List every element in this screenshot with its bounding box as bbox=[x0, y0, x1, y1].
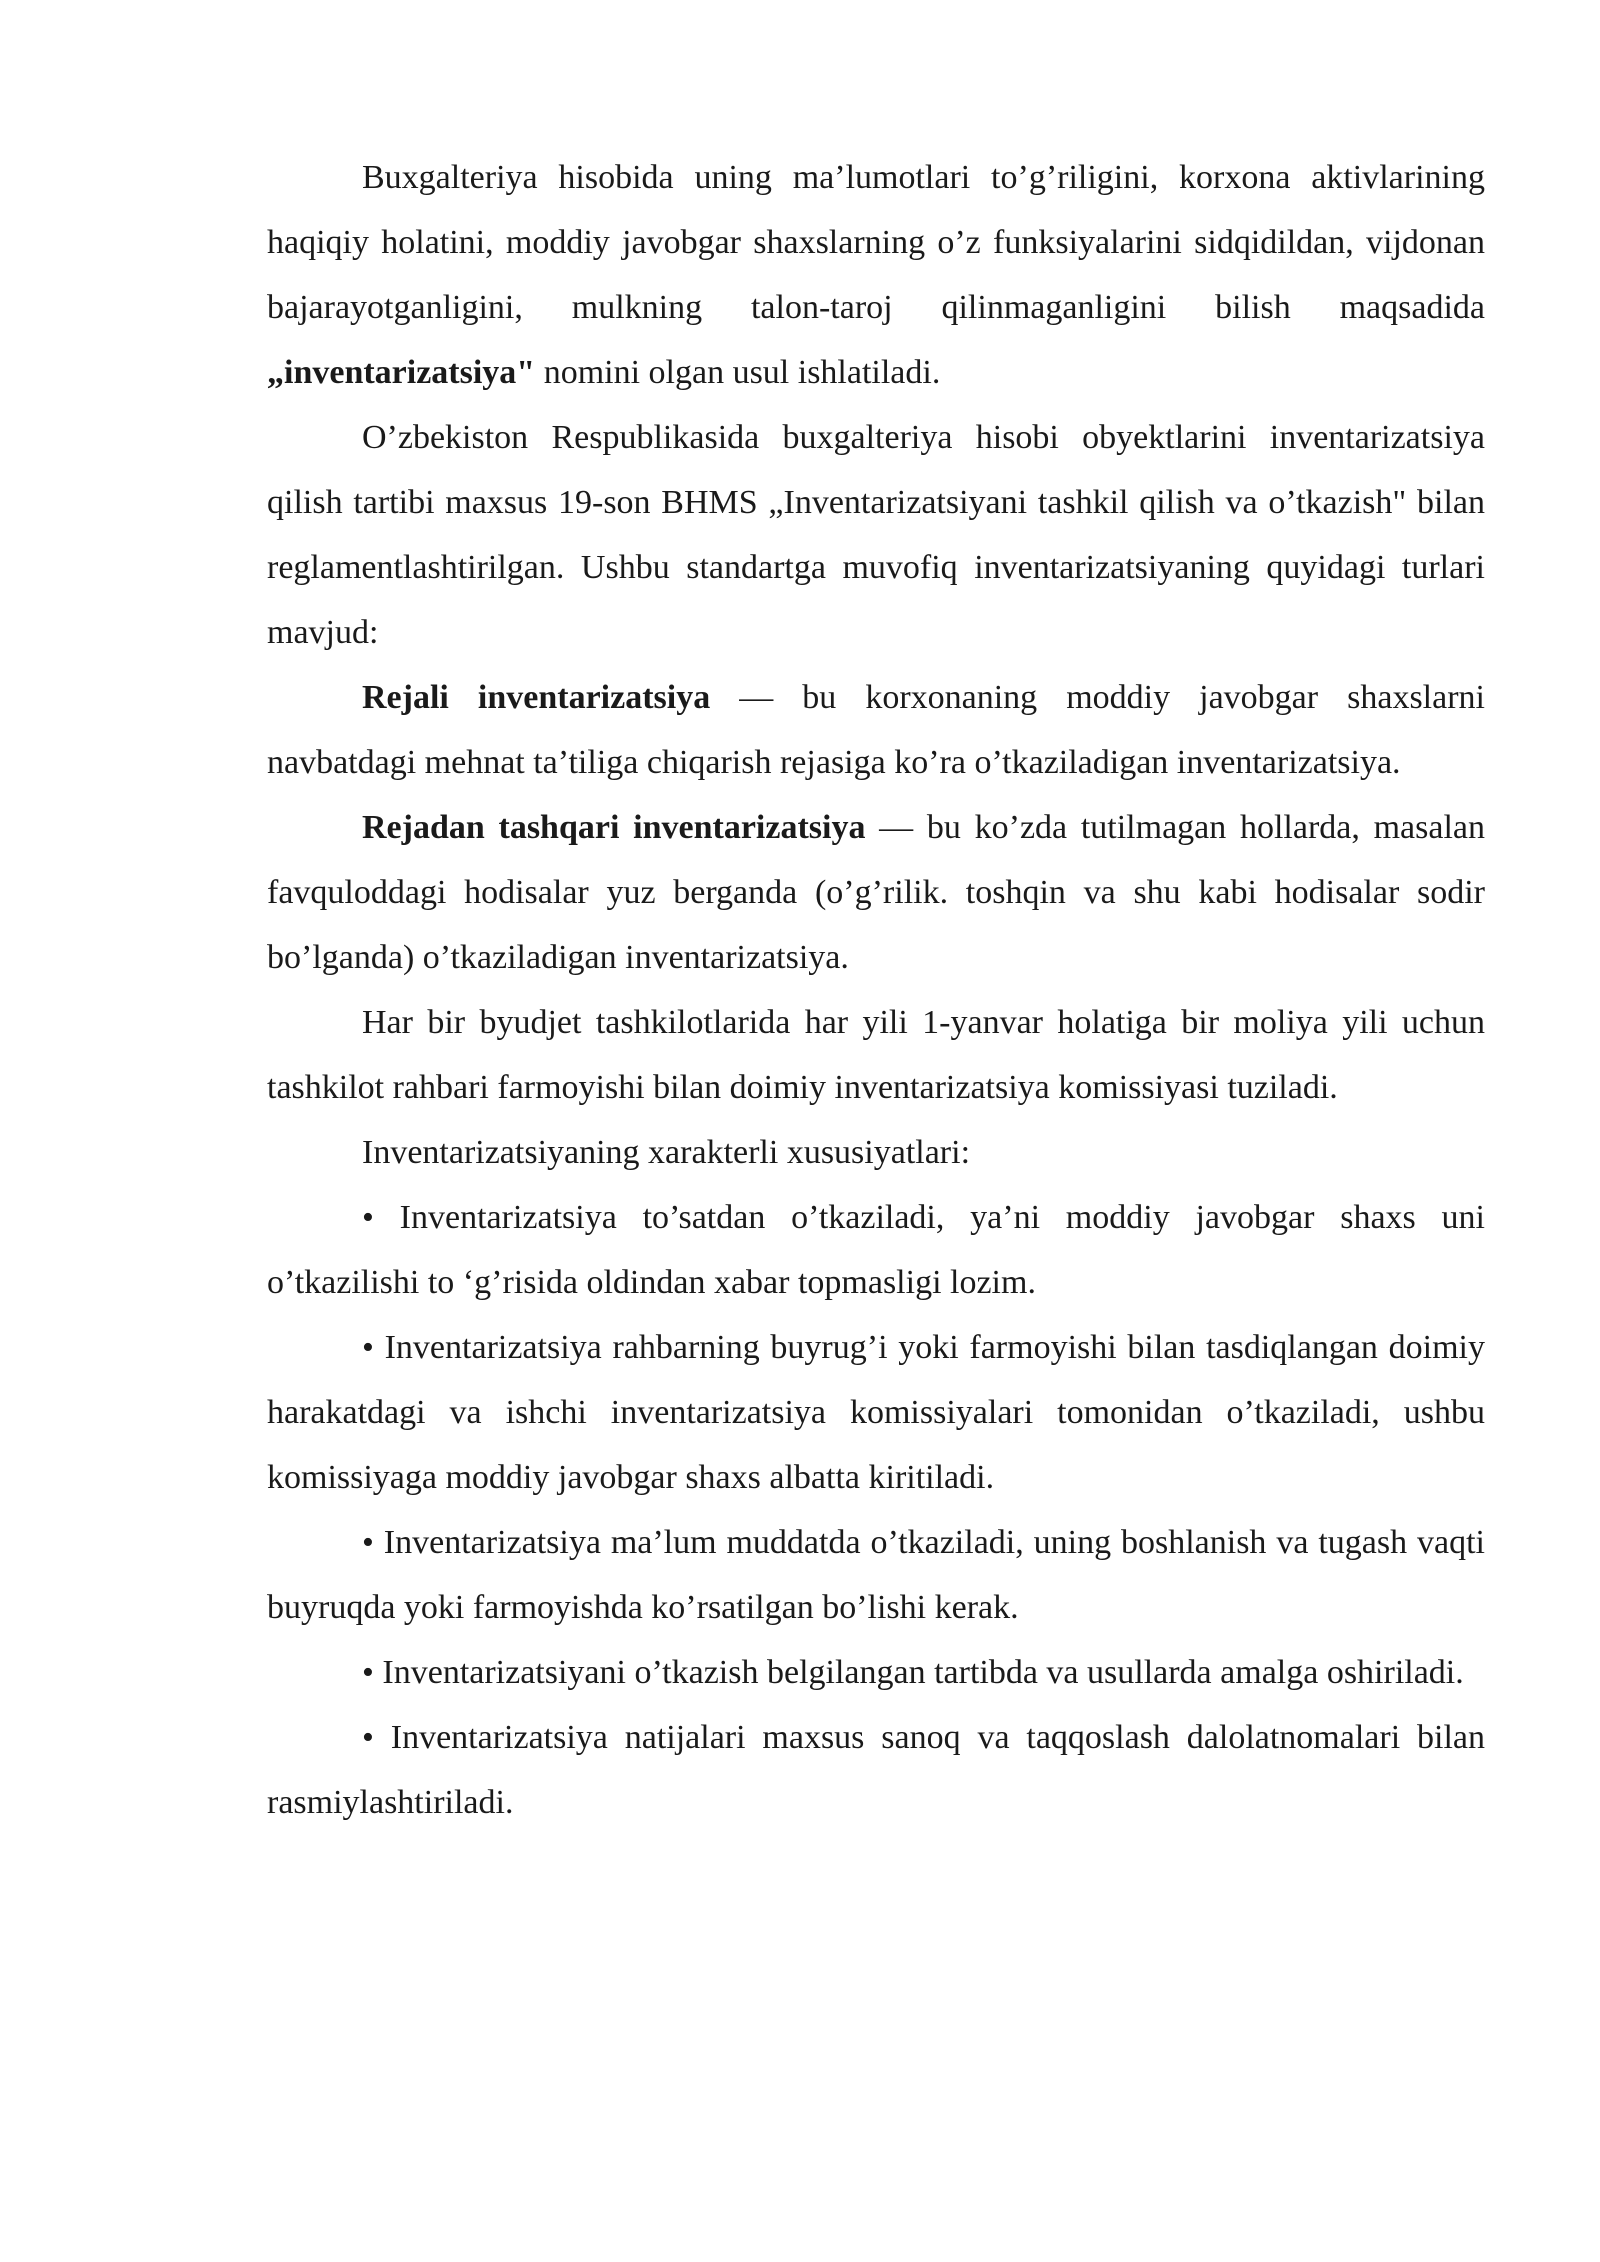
bullet-item bbox=[267, 1640, 1485, 1705]
paragraph-text: • Inventarizatsiya ma’lum muddatda o’tkaziladi, uning boshlanish va tugash vaqti buyruqda yoki farmoyishda ko’rsatilgan bo’lishi kerak. bbox=[267, 1524, 1485, 1626]
paragraph-planned-inventory bbox=[267, 665, 1485, 795]
paragraph-characteristics-heading bbox=[267, 1120, 1485, 1185]
paragraph-text: — bu ko’zda tutilmagan hollarda, masalan favquloddagi hodisalar yuz berganda (o’g’rilik. toshqin va shu kabi hodisalar sodir bo’lganda) o’tkaziladigan inventarizatsiya. bbox=[267, 809, 1485, 976]
paragraph-commission bbox=[267, 990, 1485, 1120]
paragraph-bhms-regulation bbox=[267, 405, 1485, 665]
paragraph-unplanned-inventory bbox=[267, 795, 1485, 990]
bullet-item bbox=[267, 1510, 1485, 1640]
paragraph-inventory-definition bbox=[267, 145, 1485, 405]
paragraph-text: Inventarizatsiyaning xarakterli xususiyatlari: bbox=[362, 1134, 971, 1171]
bullet-item bbox=[267, 1185, 1485, 1315]
bold-term: Rejadan tashqari inventarizatsiya bbox=[362, 809, 866, 846]
paragraph-text: • Inventarizatsiya rahbarning buyrug’i yoki farmoyishi bilan tasdiqlangan doimiy harakatdagi va ishchi inventarizatsiya komissiyalari tomonidan o’tkaziladi, ushbu komissiyaga moddiy javobgar shaxs albatta kiritiladi. bbox=[267, 1329, 1485, 1496]
paragraph-text: Buxgalteriya hisobida uning ma’lumotlari to’g’riligini, korxona aktivlarining haqiqiy holatini, moddiy javobgar shaxslarning o’z funksiyalarini sidqidildan, vijdonan bajarayotganligini, mulkning talon-taroj qilinmaganligini bilish maqsadida bbox=[267, 159, 1485, 326]
document-page bbox=[267, 145, 1485, 1835]
paragraph-text: Har bir byudjet tashkilotlarida har yili 1-yanvar holatiga bir moliya yili uchun tashkilot rahbari farmoyishi bilan doimiy inventarizatsiya komissiyasi tuziladi. bbox=[267, 1004, 1485, 1106]
paragraph-text: O’zbekiston Respublikasida buxgalteriya hisobi obyektlarini inventarizatsiya qilish tartibi maxsus 19-son BHMS „Inventarizatsiyani tashkil qilish va o’tkazish" bilan reglamentlashtirilgan. Ushbu standartga muvofiq inventarizatsiyaning quyidagi turlari mavjud: bbox=[267, 419, 1485, 651]
paragraph-text: • Inventarizatsiyani o’tkazish belgilangan tartibda va usullarda amalga oshiriladi. bbox=[362, 1654, 1464, 1691]
bullet-item bbox=[267, 1705, 1485, 1835]
paragraph-text: — bu korxonaning moddiy javobgar shaxslarni navbatdagi mehnat ta’tiliga chiqarish rejasiga ko’ra o’tkaziladigan inventarizatsiya. bbox=[267, 679, 1485, 781]
bold-term: Rejali inventarizatsiya bbox=[362, 679, 711, 716]
paragraph-text: • Inventarizatsiya to’satdan o’tkaziladi, ya’ni moddiy javobgar shaxs uni o’tkazilishi to ‘g’risida oldindan xabar topmasligi lozim. bbox=[267, 1199, 1485, 1301]
bullet-item bbox=[267, 1315, 1485, 1510]
paragraph-text: • Inventarizatsiya natijalari maxsus sanoq va taqqoslash dalolatnomalari bilan rasmiylashtiriladi. bbox=[267, 1719, 1485, 1821]
paragraph-text: nomini olgan usul ishlatiladi. bbox=[535, 354, 941, 391]
bold-term: „inventarizatsiya" bbox=[267, 354, 536, 391]
